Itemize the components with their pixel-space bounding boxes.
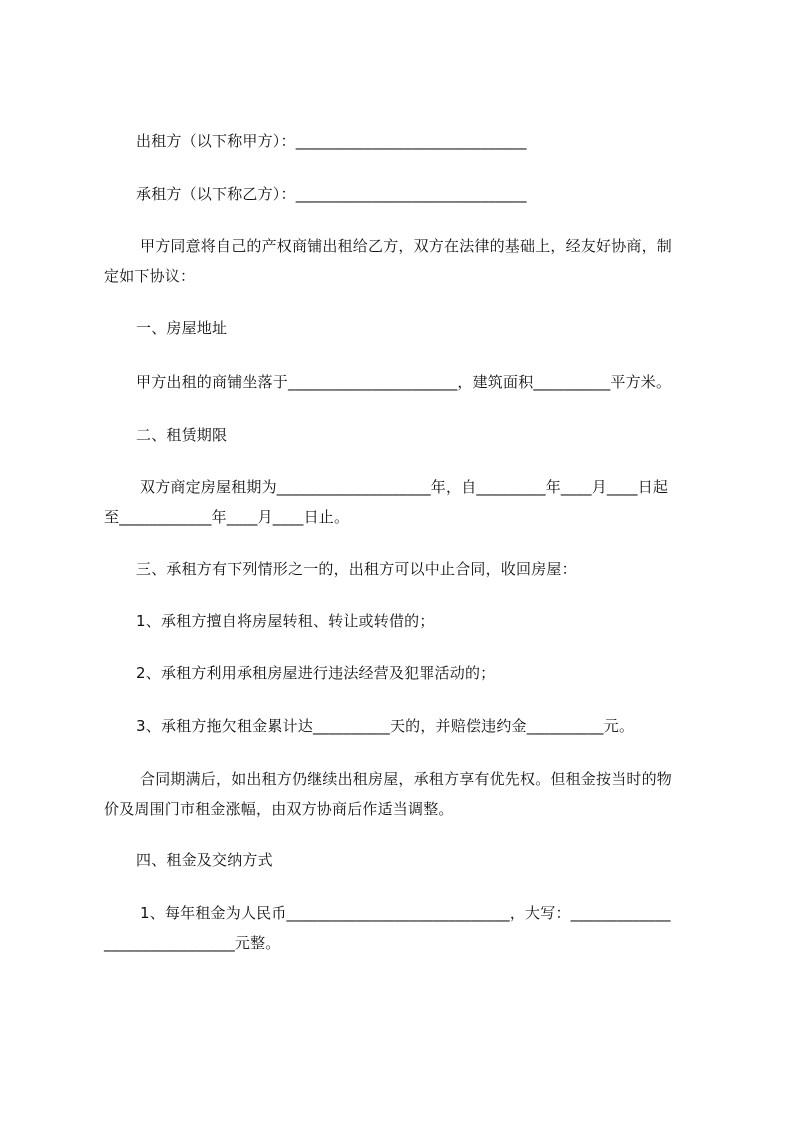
section-3-title: 三、承租方有下列情形之一的，出租方可以中止合同，收回房屋： (136, 560, 577, 578)
section-3-item-1: 1、承租方擅自将房屋转租、转让或转借的； (136, 612, 435, 630)
section-1-title: 一、房屋地址 (136, 319, 228, 337)
section-2-title: 二、租赁期限 (136, 426, 228, 444)
intro-line-1: 甲方同意将自己的产权商铺出租给乙方，双方在法律的基础上，经友好协商，制 (140, 237, 673, 255)
renewal-line-1: 合同期满后，如出租方仍继续出租房屋，承租方享有优先权。但租金按当时的物 (140, 770, 673, 788)
section-4-item-1-line-2: _________________元整。 (104, 934, 281, 952)
lessee-line: 承租方（以下称乙方）：______________________________ (136, 185, 527, 203)
section-4-title: 四、租金及交纳方式 (136, 851, 273, 869)
section-4-item-1-line-1: 1、每年租金为人民币_____________________________，大写：_____________ (140, 904, 671, 922)
section-1-text: 甲方出租的商铺坐落于______________________，建筑面积__________平方米。 (136, 373, 672, 391)
section-3-item-2: 2、承租方利用承租房屋进行违法经营及犯罪活动的； (136, 664, 496, 682)
section-2-line-2: 至____________年____月____日止。 (104, 508, 350, 526)
lessor-line: 出租方（以下称甲方）：______________________________ (136, 132, 527, 150)
intro-line-2: 定如下协议： (104, 267, 196, 285)
section-3-item-3: 3、承租方拖欠租金累计达__________天的，并赔偿违约金__________元。 (136, 717, 635, 735)
renewal-line-2: 价及周围门市租金涨幅，由双方协商后作适当调整。 (104, 800, 454, 818)
section-2-line-1: 双方商定房屋租期为____________________年，自_________年____月____日起 (140, 478, 669, 496)
